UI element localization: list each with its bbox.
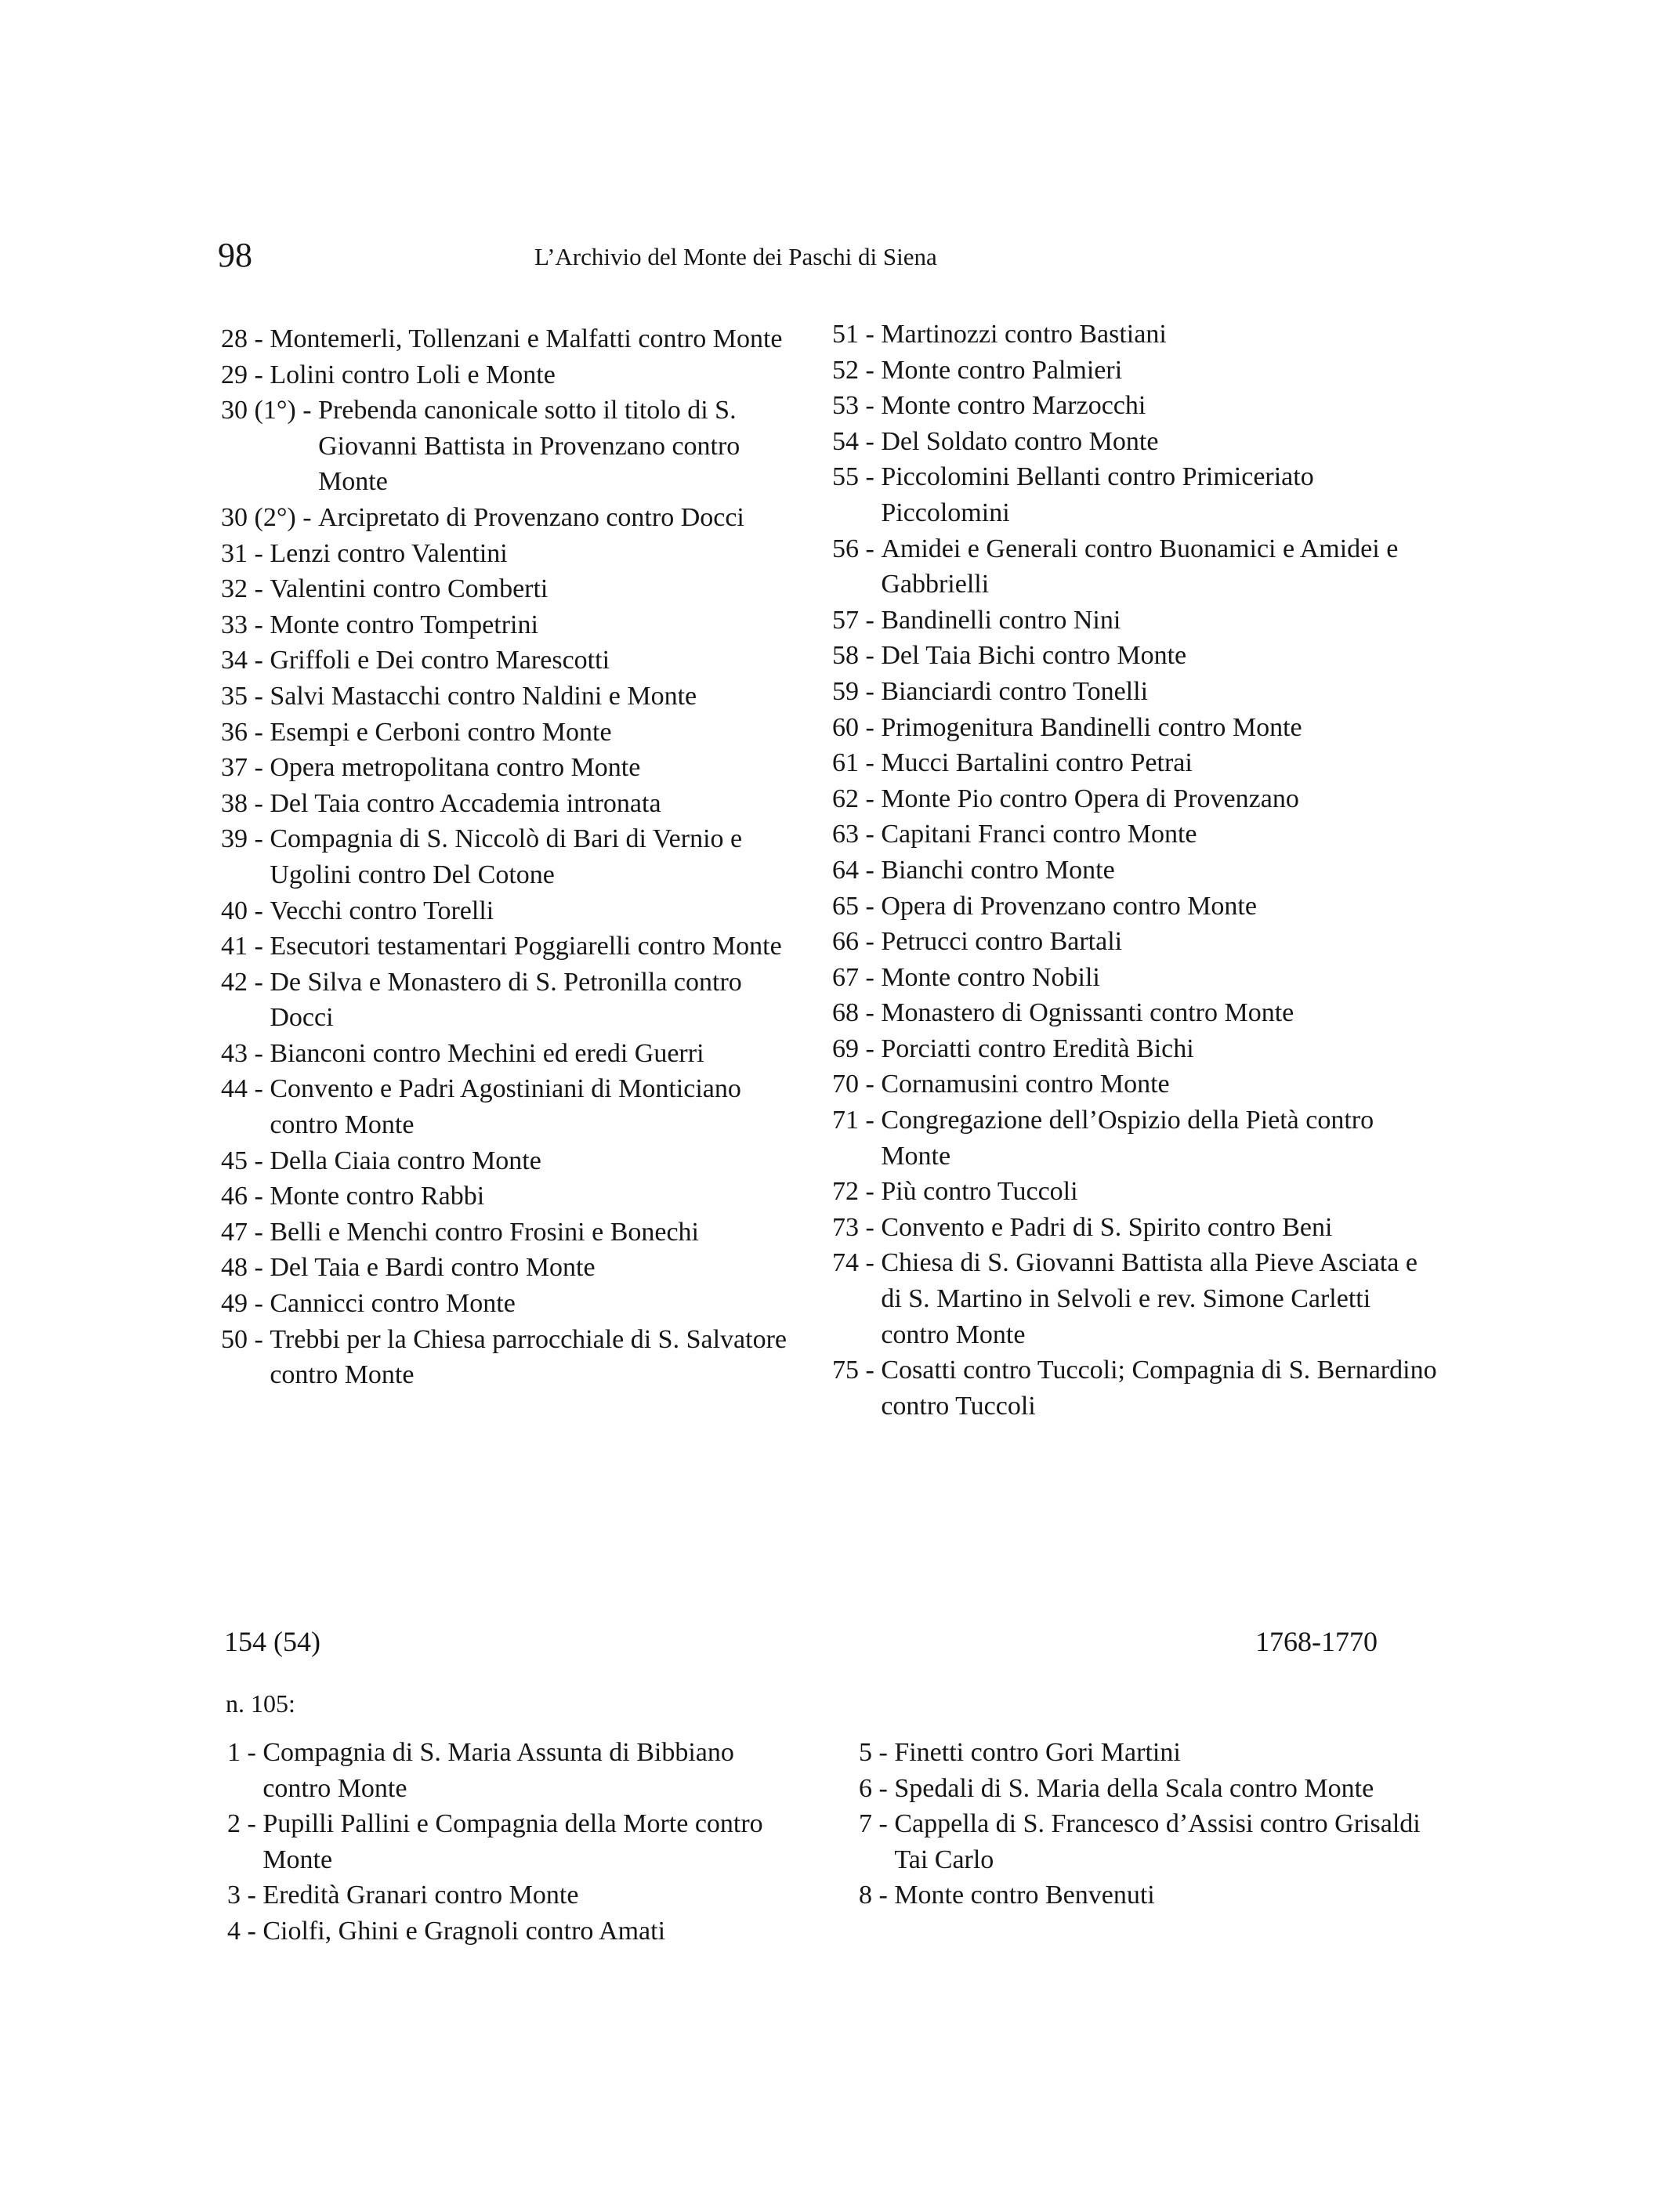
entry-number: 33 - [221, 610, 270, 639]
list-item [832, 816, 1443, 853]
list-item [832, 889, 1443, 925]
entry-number: 58 - [832, 641, 882, 671]
entry-text: Salvi Mastacchi contro Naldini e Monte [270, 681, 697, 711]
entry-text: Vecchi contro Torelli [270, 896, 494, 925]
entry-text: Belli e Menchi contro Frosini e Bonechi [270, 1217, 699, 1247]
entry-text: Monte contro Marzocchi [881, 391, 1146, 421]
entry-text: Più contro Tuccoli [881, 1177, 1078, 1207]
entry-text: Monastero di Ognissanti contro Monte [881, 998, 1294, 1028]
entry-text: Arcipretato di Provenzano contro Docci [318, 502, 744, 532]
list-item [832, 1174, 1443, 1210]
entry-number: 68 - [832, 998, 882, 1028]
list-item [832, 924, 1443, 960]
entry-number: 54 - [832, 426, 882, 456]
entry-number: 7 - [859, 1809, 895, 1839]
entry-number: 57 - [832, 605, 882, 635]
list-item [221, 1178, 801, 1215]
list-item [221, 393, 801, 500]
entry-number: 39 - [221, 824, 270, 854]
entry-text: Valentini contro Comberti [270, 574, 549, 604]
entry-number: 37 - [221, 753, 270, 783]
entry-number: 70 - [832, 1070, 882, 1099]
entry-text: Bianconi contro Mechini ed eredi Guerri [270, 1038, 704, 1068]
entry-text: Ciolfi, Ghini e Gragnoli contro Amati [262, 1916, 666, 1946]
entry-text: Del Taia contro Accademia intronata [270, 788, 661, 818]
list-item [221, 1036, 801, 1072]
entry-number: 45 - [221, 1146, 270, 1175]
entry-number: 29 - [221, 360, 270, 389]
entry-text: Esecutori testamentari Poggiarelli contro Monte [270, 932, 782, 961]
entry-number: 40 - [221, 896, 270, 925]
entry-text: Monte contro Nobili [881, 962, 1100, 992]
list-item [859, 1735, 1454, 1771]
entry-text: Bandinelli contro Nini [881, 605, 1121, 635]
entry-text: Montemerli, Tollenzani e Malfatti contro Monte [270, 324, 783, 353]
entry-text: Spedali di S. Maria della Scala contro Monte [894, 1773, 1374, 1803]
list-item [832, 317, 1443, 353]
list-item [221, 571, 801, 607]
entry-text: Cappella di S. Francesco d’Assisi contro Grisaldi Tai Carlo [894, 1809, 1421, 1874]
entry-number: 41 - [221, 932, 270, 961]
entry-text: Convento e Padri Agostiniani di Monticiano contro Monte [270, 1074, 741, 1140]
entry-text: Opera metropolitana contro Monte [270, 753, 641, 783]
entry-number: 34 - [221, 646, 270, 675]
list-item [832, 1031, 1443, 1067]
entry-number: 47 - [221, 1217, 270, 1247]
entry-number: 43 - [221, 1038, 270, 1068]
entry-number: 6 - [859, 1773, 895, 1803]
entry-text: Primogenitura Bandinelli contro Monte [881, 712, 1302, 742]
list-item [859, 1771, 1454, 1807]
entry-number: 36 - [221, 717, 270, 747]
list-item [832, 353, 1443, 389]
entry-text: Pupilli Pallini e Compagnia della Morte contro Monte [262, 1809, 763, 1874]
entry-number: 55 - [832, 462, 882, 492]
entry-text: Porciatti contro Eredità Bichi [881, 1034, 1194, 1063]
entry-text: Chiesa di S. Giovanni Battista alla Pieve Asciata e di S. Martino in Selvoli e rev. Simone Carletti contro Monte [881, 1248, 1418, 1349]
entry-number: 38 - [221, 788, 270, 818]
list-item [221, 1322, 801, 1393]
list-item [227, 1877, 807, 1913]
list-item [832, 388, 1443, 424]
list-item [832, 853, 1443, 889]
entry-number: 30 (1°) - [221, 396, 319, 425]
entry-number: 66 - [832, 927, 882, 957]
entry-number: 73 - [832, 1212, 882, 1242]
entry-number: 2 - [227, 1809, 263, 1839]
list-item [832, 531, 1443, 603]
list-item [221, 536, 801, 572]
list-item [221, 821, 801, 892]
list-item [227, 1806, 807, 1877]
entry-text: Opera di Provenzano contro Monte [881, 891, 1257, 921]
list-item [832, 424, 1443, 460]
list-item [221, 1215, 801, 1251]
entry-number: 65 - [832, 891, 882, 921]
entry-text: Mucci Bartalini contro Petrai [881, 748, 1193, 778]
list-item [221, 679, 801, 715]
entry-number: 35 - [221, 681, 270, 711]
list-item [832, 603, 1443, 639]
file-date-range: 1768-1770 [1255, 1626, 1378, 1657]
entry-number: 1 - [227, 1738, 263, 1767]
entry-number: 46 - [221, 1182, 270, 1211]
entry-text: Compagnia di S. Maria Assunta di Bibbiano contro Monte [262, 1738, 734, 1803]
list-item [859, 1806, 1454, 1877]
list-item [221, 929, 801, 965]
entry-text: Monte contro Tompetrini [270, 610, 538, 639]
list-item [227, 1913, 807, 1950]
entry-text: Cosatti contro Tuccoli; Compagnia di S. Bernardino contro Tuccoli [881, 1356, 1437, 1421]
page-number: 98 [218, 236, 252, 274]
list-item [832, 674, 1443, 710]
list-item [221, 1143, 801, 1179]
entry-number: 32 - [221, 574, 270, 604]
entry-text: Della Ciaia contro Monte [270, 1146, 541, 1175]
list-item [832, 1352, 1443, 1424]
list-item [221, 321, 801, 357]
running-title: L’Archivio del Monte dei Paschi di Siena [534, 243, 937, 270]
entry-number: 44 - [221, 1074, 270, 1104]
entry-number: 50 - [221, 1324, 270, 1354]
entry-text: Convento e Padri di S. Spirito contro Beni [881, 1212, 1333, 1242]
entry-text: Capitani Franci contro Monte [881, 820, 1197, 849]
list-item [227, 1735, 807, 1806]
list-item [221, 750, 801, 786]
entry-text: Monte Pio contro Opera di Provenzano [881, 784, 1299, 813]
entry-text: Congregazione dell’Ospizio della Pietà contro Monte [881, 1106, 1374, 1171]
entry-number: 62 - [832, 784, 882, 813]
entry-number: 69 - [832, 1034, 882, 1063]
list-item [832, 781, 1443, 817]
entry-text: De Silva e Monastero di S. Petronilla contro Docci [270, 967, 742, 1033]
entry-text: Monte contro Rabbi [270, 1182, 485, 1211]
list-item [221, 357, 801, 393]
list-item [832, 1210, 1443, 1246]
entry-text: Monte contro Palmieri [881, 355, 1123, 385]
entry-number: 48 - [221, 1253, 270, 1283]
entry-text: Petrucci contro Bartali [881, 927, 1123, 957]
entry-text: Compagnia di S. Niccolò di Bari di Vernio e Ugolini contro Del Cotone [270, 824, 743, 889]
entry-text: Trebbi per la Chiesa parrocchiale di S. Salvatore contro Monte [270, 1324, 787, 1390]
list-item [221, 715, 801, 751]
entry-number: 71 - [832, 1106, 882, 1135]
entry-number: 51 - [832, 320, 882, 349]
entry-number: 63 - [832, 820, 882, 849]
entry-text: Del Soldato contro Monte [881, 426, 1159, 456]
file-entries-left-column [227, 1735, 807, 1950]
entry-number: 52 - [832, 355, 882, 385]
entry-text: Del Taia e Bardi contro Monte [270, 1253, 596, 1283]
list-item [859, 1877, 1454, 1913]
entry-text: Bianciardi contro Tonelli [881, 676, 1149, 706]
file-reference: 154 (54) [224, 1626, 320, 1657]
entry-text: Esempi e Cerboni contro Monte [270, 717, 612, 747]
entry-text: Martinozzi contro Bastiani [881, 320, 1167, 349]
entry-number: 49 - [221, 1289, 270, 1319]
entry-number: 8 - [859, 1881, 895, 1910]
entry-number: 31 - [221, 538, 270, 568]
list-item [221, 965, 801, 1036]
list-item [832, 745, 1443, 781]
entry-number: 61 - [832, 748, 882, 778]
entry-number: 5 - [859, 1738, 895, 1767]
entry-text: Prebenda canonicale sotto il titolo di S. Giovanni Battista in Provenzano contro Monte [318, 396, 740, 497]
entry-number: 53 - [832, 391, 882, 421]
entry-text: Monte contro Benvenuti [894, 1881, 1155, 1910]
list-item [221, 1071, 801, 1142]
list-item [221, 607, 801, 643]
list-item [832, 638, 1443, 674]
file-entries-right-column [859, 1735, 1454, 1913]
entry-text: Griffoli e Dei contro Marescotti [270, 646, 610, 675]
entry-number: 59 - [832, 676, 882, 706]
entry-number: 30 (2°) - [221, 502, 319, 532]
entry-number: 64 - [832, 855, 882, 885]
entry-number: 3 - [227, 1881, 263, 1910]
entry-number: 60 - [832, 712, 882, 742]
entries-right-column [832, 317, 1443, 1424]
list-item [221, 1250, 801, 1286]
entry-text: Piccolomini Bellanti contro Primiceriato Piccolomini [881, 462, 1314, 527]
entry-text: Lolini contro Loli e Monte [270, 360, 556, 389]
list-item [832, 1066, 1443, 1102]
entry-number: 74 - [832, 1248, 882, 1278]
entry-text: Cornamusini contro Monte [881, 1070, 1170, 1099]
entry-number: 4 - [227, 1916, 263, 1946]
list-item [221, 643, 801, 679]
entry-number: 42 - [221, 967, 270, 997]
entry-text: Eredità Granari contro Monte [262, 1881, 579, 1910]
list-item [832, 960, 1443, 996]
list-item [221, 1286, 801, 1322]
entry-text: Finetti contro Gori Martini [894, 1738, 1181, 1767]
list-item [832, 1102, 1443, 1174]
entries-left-column [221, 321, 801, 1393]
list-item [832, 995, 1443, 1031]
list-item [221, 786, 801, 822]
entry-number: 75 - [832, 1356, 882, 1385]
list-item [832, 1245, 1443, 1352]
entry-text: Cannicci contro Monte [270, 1289, 516, 1319]
list-item [832, 710, 1443, 746]
list-item [832, 459, 1443, 530]
entry-number: 28 - [221, 324, 270, 353]
entry-text: Bianchi contro Monte [881, 855, 1115, 885]
list-item [221, 500, 801, 536]
entry-text: Amidei e Generali contro Buonamici e Amidei e Gabbrielli [881, 534, 1399, 599]
entry-text: Lenzi contro Valentini [270, 538, 508, 568]
entry-number: 56 - [832, 534, 882, 563]
list-item [221, 893, 801, 929]
entry-text: Del Taia Bichi contro Monte [881, 641, 1187, 671]
entry-number: 67 - [832, 962, 882, 992]
file-number-label: n. 105: [226, 1689, 295, 1718]
entry-number: 72 - [832, 1177, 882, 1207]
